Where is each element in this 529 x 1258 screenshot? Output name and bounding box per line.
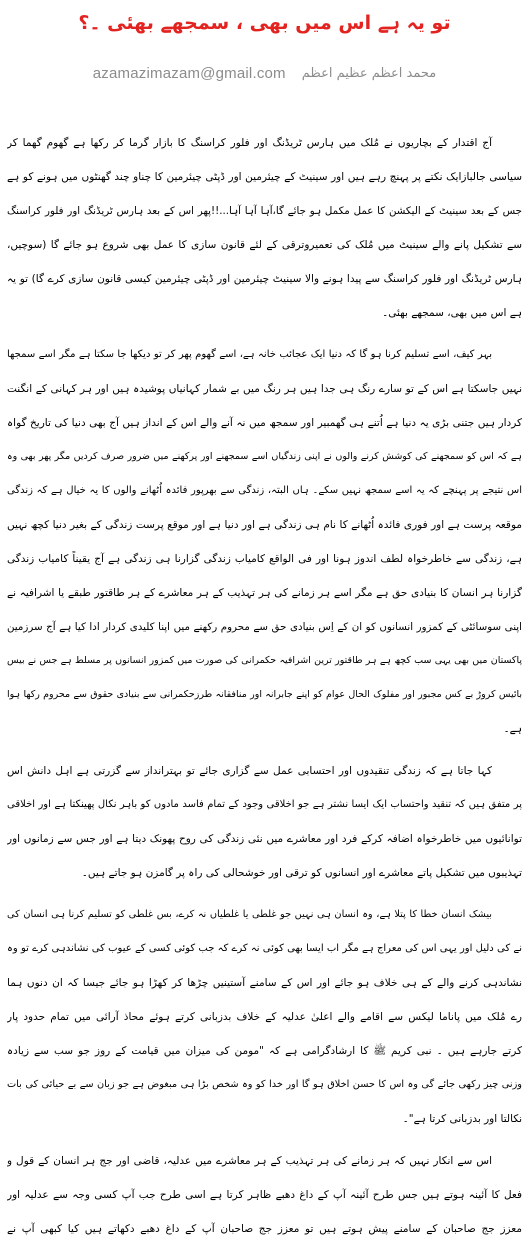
article-line: سیاسی جالبازایک نکتے پر پہنچ رہے ہیں اور سینیٹ کے چیئرمین اور ڈپٹی چیئرمین کا چناو چند گھنٹوں میں ہونے کو ہے [7, 171, 522, 183]
article-line: کرتے جارہے ہیں ۔ نبی کریم ﷺ کا ارشادگرامی ہے کہ "مومن کی میزان میں قیامت کے روز جو سب سے زیادہ [7, 1045, 522, 1057]
article-line: توانائیوں میں خاطرخواہ اضافہ کرکے فرد اور معاشرے میں نئی زندگی کی روح پھونک دیتا ہے اور جس سے زمانوں اور [7, 833, 522, 845]
article-line: وزنی چیز رکھی جائے گی وہ اس کا حسن اخلاق ہو گا اور خدا کو وہ شخص بڑا ہی مبغوض ہے جو زبان سے بے حیائی کی بات [7, 1079, 522, 1090]
article-line: اس نتیجے پر پہنچے کہ یہ اسے سمجھ نہیں سکے۔ ہاں البتہ، زندگی سے بھرپور فائدہ اُٹھانے والوں کا یہ خیال ہے کہ زندگی [7, 485, 522, 496]
article-line: ہے، زندگی سے خاطرخواہ لطف اندوز ہونا اور فی الواقع کامیاب زندگی گزارنا ہی زندگی ہے آج یقیناً کامیاب زندگی [7, 553, 522, 565]
article-line: سے تشکیل پانے والے سینیٹ میں مُلک کی تعمیروترقی کے لئے قانون سازی کا عمل بھی شروع ہو جائے گا (سوچیں، [7, 239, 522, 251]
article-line: معزز جج صاحبان کے سامنے پیش ہوتے ہیں تو معزز جج صاحبان آپ کے داغ دھبے دکھاتے ہیں کیا کبھی آپ نے [7, 1223, 522, 1235]
article-line: بائیس کروڑ بے کس مجبور اور مفلوک الحال عوام کو اپنے جابرانہ اور منافقانہ طرزحکمرانی سے بنیادی حقوق سے محروم رکھا ہوا [7, 689, 522, 700]
author-email: azamazimazam@gmail.com [92, 64, 286, 82]
author-name: محمد اعظم عظیم اعظم [301, 65, 437, 81]
article-line: کہا جاتا ہے کہ زندگی تنقیدوں اور احتسابی عمل سے گزاری جائے تو بہترانداز سے گزرتی ہے اہل دانش اس [7, 765, 492, 777]
article-line: ہارس ٹریڈنگ اور فلور کراسنگ سے پیدا ہونے والا سینیٹ چیئرمین اور ڈپٹی چیئرمین کیسی قانون سازی کرے گا) تو یہ [7, 273, 522, 285]
article-line: ہے اس میں بھی، سمجھے بھئی۔ [382, 307, 522, 319]
article-line: نہیں جاسکتا ہے اس کے تو سارے رنگ ہی جدا ہیں ہر رنگ میں بے شمار کہانیاں پوشیدہ ہیں اور ہر کہانی کے انگنت [7, 383, 522, 395]
article-line: اپنی سوسائٹی کے کمزور انسانوں کو ان کے اِس بنیادی حق سے محروم رکھنے میں اپنا کلیدی کردار ادا کیا ہے آج سرزمین [7, 621, 522, 633]
article-line: بیشک انسان خطا کا پتلا ہے، وہ انسان ہی نہیں جو غلطی یا غلطیاں نہ کرے، بس غلطی کو تسلیم کرنا ہی انسان کی [7, 909, 492, 920]
article-line: رے مُلک میں پاناما لیکس سے اقامے والے اعلیٰ عدلیہ کے خلاف بدزبانی کرتے ہوئے محاذ آرائی میں تمام حدود پار [7, 1011, 522, 1023]
article-line: ہے کہ اس کو سمجھنے کی کوشش کرنے والوں نے اپنی زندگیاں اسے سمجھنے اور پرکھنے میں ضرور صرف کردیں مگر پھر بھی وہ [7, 451, 522, 462]
article-line: اس سے انکار نہیں کہ ہر زمانے کی ہر تہذیب کے ہر معاشرے میں عدلیہ، قاضی اور جج ہر انسان کے قول و [7, 1155, 492, 1167]
article-line: تہذیبوں میں تشکیل پاتے معاشرے اور انسانوں کو ترقی اور خوشحالی کی راہ پر گامزن ہو جاتے ہیں۔ [81, 867, 522, 879]
article-line: بہر کیف، اسے تسلیم کرنا ہو گا کہ دنیا ایک عجائب خانہ ہے، اسے گھوم پھر کر تو دیکھا جا سکتا ہے مگر اسے سمجھا [7, 349, 492, 360]
article-line: نے کی دلیل اور یہی اس کی معراج ہے مگر اب ایسا بھی کوئی نہ کرے کہ جب کوئی کسی کے عیوب کی نشاندہی کرے تو وہ [7, 943, 522, 954]
article-line: ہے۔ [503, 723, 522, 735]
article-line: پاکستان میں بھی یہی سب کچھ ہے ہر طاقتور ترین اشرافیہ حکمرانی کی صورت میں کمزور انسانوں پر مسلط ہے جس نے بیس [7, 655, 522, 666]
paragraph [7, 754, 522, 890]
article-line: آج اقتدار کے بچاریوں نے مُلک میں ہارس ٹریڈنگ اور فلور کراسنگ کا بازار گرما کر رکھا ہے گھوم گھما کر [7, 137, 492, 149]
article-line: جس کے بعد سینیٹ کے الیکشن کا عمل مکمل ہو جائے گا،آہا آہا آہا...!!پھر اس کے بعد ہارس ٹریڈنگ اور فلور کراسنگ [7, 205, 522, 217]
article-line: کردار ہیں جتنی بڑی یہ دنیا ہے اُتنے ہی گھمبیر اور سمجھ میں نہ آنے والے اس کے انداز ہیں آج بھی دنیا کی تاریخ گواہ [7, 417, 522, 429]
article-line: نشاندہی کرنے والے کے ہی خلاف ہو جائے اور اس کے سامنے آستینیں چڑھا کر کھڑا ہو جائے جیسا کہ ان دنوں ہما [7, 977, 522, 989]
article-line: موقعہ پرست ہے اور فوری فائدہ اُٹھانے کا نام ہی زندگی ہے اور دنیا ہے اور موقع پرست زندگی کے بغیر دنیا کچھ نہیں [7, 519, 522, 531]
paragraph [7, 126, 522, 330]
article-line: فعل کا آئینہ ہوتے ہیں جس طرح آئینہ آپ کے داغ دھبے ظاہر کرتا ہے اسی طرح جب آپ کسی وجہ سے عدلیہ اور [7, 1189, 522, 1201]
article-line: پر متفق ہیں کہ تنقید واحتساب ایک ایسا نشتر ہے جو اخلاقی وجود کے تمام فاسد مادوں کو باہر نکال پھینکتا ہے اور اخلاقی [7, 799, 522, 810]
paragraph [7, 1144, 522, 1246]
article-line: نکالتا اور بدزبانی کرتا ہے"۔ [402, 1113, 522, 1125]
paragraph [7, 898, 522, 1136]
byline [0, 60, 529, 86]
article-line: گزارنا ہر انسان کا بنیادی حق ہے مگر اسے ہر زمانے کی ہر تہذیب کے ہر معاشرے کے ہر طاقتور طبقے یا اشرافیہ نے [7, 587, 522, 599]
article-body [7, 126, 522, 1246]
article-title: تو یہ ہے اس میں بھی ، سمجھے بھئی ۔؟ [78, 12, 451, 34]
paragraph [7, 338, 522, 746]
